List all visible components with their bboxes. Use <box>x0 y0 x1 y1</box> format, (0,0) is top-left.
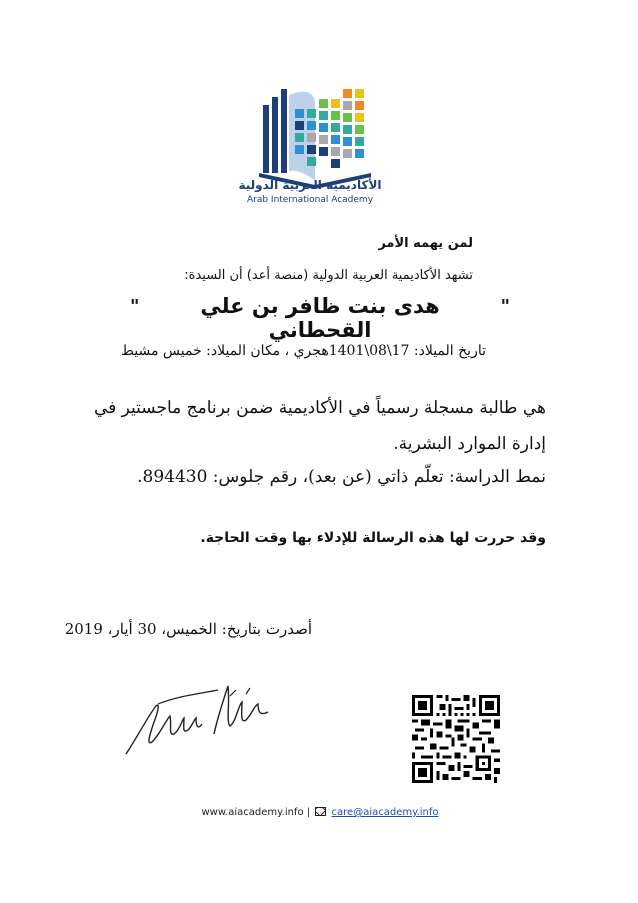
student-name: هدى بنت ظافر بن علي القحطاني <box>200 294 440 342</box>
footer-contact <box>150 806 490 818</box>
envelope-icon <box>315 807 326 816</box>
student-name-line <box>130 294 510 342</box>
logo-name-arabic: الأكاديمية العربية الدولية <box>238 178 382 192</box>
certify-statement: تشهد الأكاديمية العربية الدولية (منصة أعد) أن السيدة: <box>184 268 473 283</box>
study-mode: نمط الدراسة: تعلّم ذاتي (عن بعد)، رقم جلوس: 894430. <box>137 467 546 487</box>
signature <box>118 676 283 766</box>
issuance-purpose: وقد حررت لها هذه الرسالة للإدلاء بها وقت الحاجة. <box>200 530 546 546</box>
birth-details: تاريخ الميلاد: 17\08\1401هجري ، مكان الميلاد: خميس مشيط <box>120 343 486 359</box>
email-link[interactable]: care@aiacademy.info <box>331 807 439 818</box>
quote-open: " <box>500 296 510 317</box>
footer-separator: | <box>306 807 311 818</box>
issue-date: أصدرت بتاريخ: الخميس، 30 أيار، 2019 <box>64 620 312 638</box>
enrollment-statement: هي طالبة مسجلة رسمياً في الأكاديمية ضمن برنامج ماجستير في إدارة الموارد البشرية. <box>93 398 546 454</box>
logo-name-english: Arab International Academy <box>246 195 374 205</box>
website-link[interactable]: www.aiacademy.info <box>201 807 304 818</box>
quote-close: " <box>130 296 140 317</box>
salutation: لمن يهمه الأمر <box>378 236 473 251</box>
qr-code <box>412 695 500 783</box>
